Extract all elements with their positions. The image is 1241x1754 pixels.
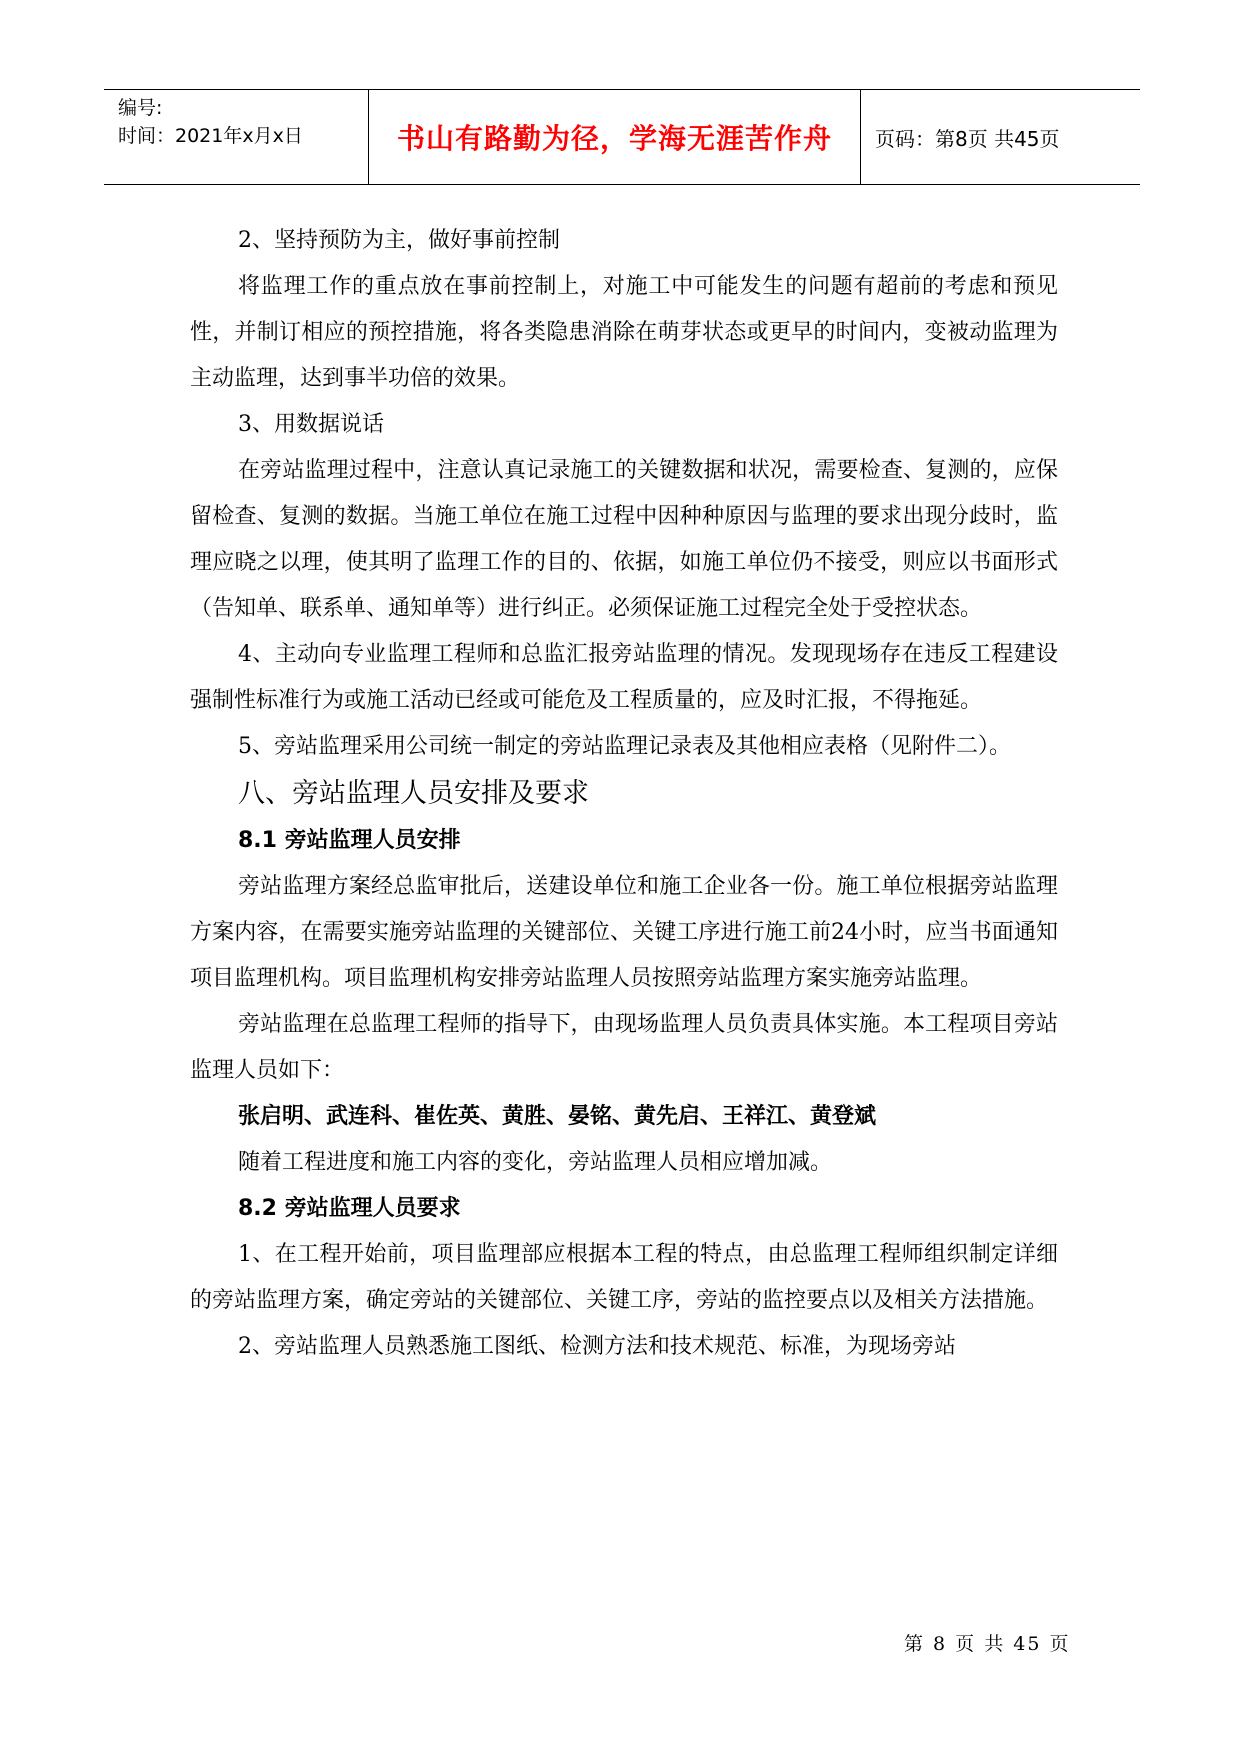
page-footer: 第 8 页 共 45 页 <box>904 1633 1071 1655</box>
paragraph: 在旁站监理过程中，注意认真记录施工的关键数据和状况，需要检查、复测的，应保留检查、复测的数据。当施工单位在施工过程中因种种原因与监理的要求出现分歧时，监理应晓之以理，使其明了监理工作的目的、依据，如施工单位仍不接受，则应以书面形式（告知单、联系单、通知单等）进行纠正。必须保证施工过程完全处于受控状态。 <box>190 458 1058 621</box>
document-body <box>190 218 1058 1370</box>
paragraph: 2、旁站监理人员熟悉施工图纸、检测方法和技术规范、标准，为现场旁站 <box>238 1334 956 1359</box>
paragraph: 旁站监理在总监理工程师的指导下，由现场监理人员负责具体实施。本工程项目旁站监理人员如下： <box>190 1012 1058 1083</box>
subsection-heading: 8.1 旁站监理人员安排 <box>238 828 461 853</box>
header-motto: 书山有路勤为径，学海无涯苦作舟 <box>369 90 861 184</box>
paragraph: 将监理工作的重点放在事前控制上，对施工中可能发生的问题有超前的考虑和预见性，并制订相应的预控措施，将各类隐患消除在萌芽状态或更早的时间内，变被动监理为主动监理，达到事半功倍的效果。 <box>190 274 1058 391</box>
paragraph: 旁站监理方案经总监审批后，送建设单位和施工企业各一份。施工单位根据旁站监理方案内容，在需要实施旁站监理的关键部位、关键工序进行施工前24小时，应当书面通知项目监理机构。项目监理机构安排旁站监理人员按照旁站监理方案实施旁站监理。 <box>190 874 1058 991</box>
paragraph: 4、主动向专业监理工程师和总监汇报旁站监理的情况。发现现场存在违反工程建设强制性标准行为或施工活动已经或可能危及工程质量的，应及时汇报，不得拖延。 <box>190 642 1058 713</box>
paragraph: 2、坚持预防为主，做好事前控制 <box>238 228 560 253</box>
subsection-heading: 8.2 旁站监理人员要求 <box>238 1196 461 1221</box>
paragraph: 随着工程进度和施工内容的变化，旁站监理人员相应增加减。 <box>238 1150 833 1175</box>
paragraph: 3、用数据说话 <box>238 412 384 437</box>
section-heading: 八、旁站监理人员安排及要求 <box>238 778 589 809</box>
paragraph: 1、在工程开始前，项目监理部应根据本工程的特点，由总监理工程师组织制定详细的旁站监理方案，确定旁站的关键部位、关键工序，旁站的监控要点以及相关方法措施。 <box>190 1242 1058 1313</box>
header-page-number: 页码：第8页 共45页 <box>875 126 1060 151</box>
document-number-label: 编号: <box>118 97 163 119</box>
page-header <box>104 89 1140 185</box>
paragraph: 5、旁站监理采用公司统一制定的旁站监理记录表及其他相应表格（见附件二）。 <box>238 734 1011 759</box>
document-time: 时间：2021年x月x日 <box>118 125 303 147</box>
staff-names: 张启明、武连科、崔佐英、黄胜、晏铭、黄先启、王祥江、黄登斌 <box>238 1104 877 1129</box>
header-meta <box>104 90 369 184</box>
